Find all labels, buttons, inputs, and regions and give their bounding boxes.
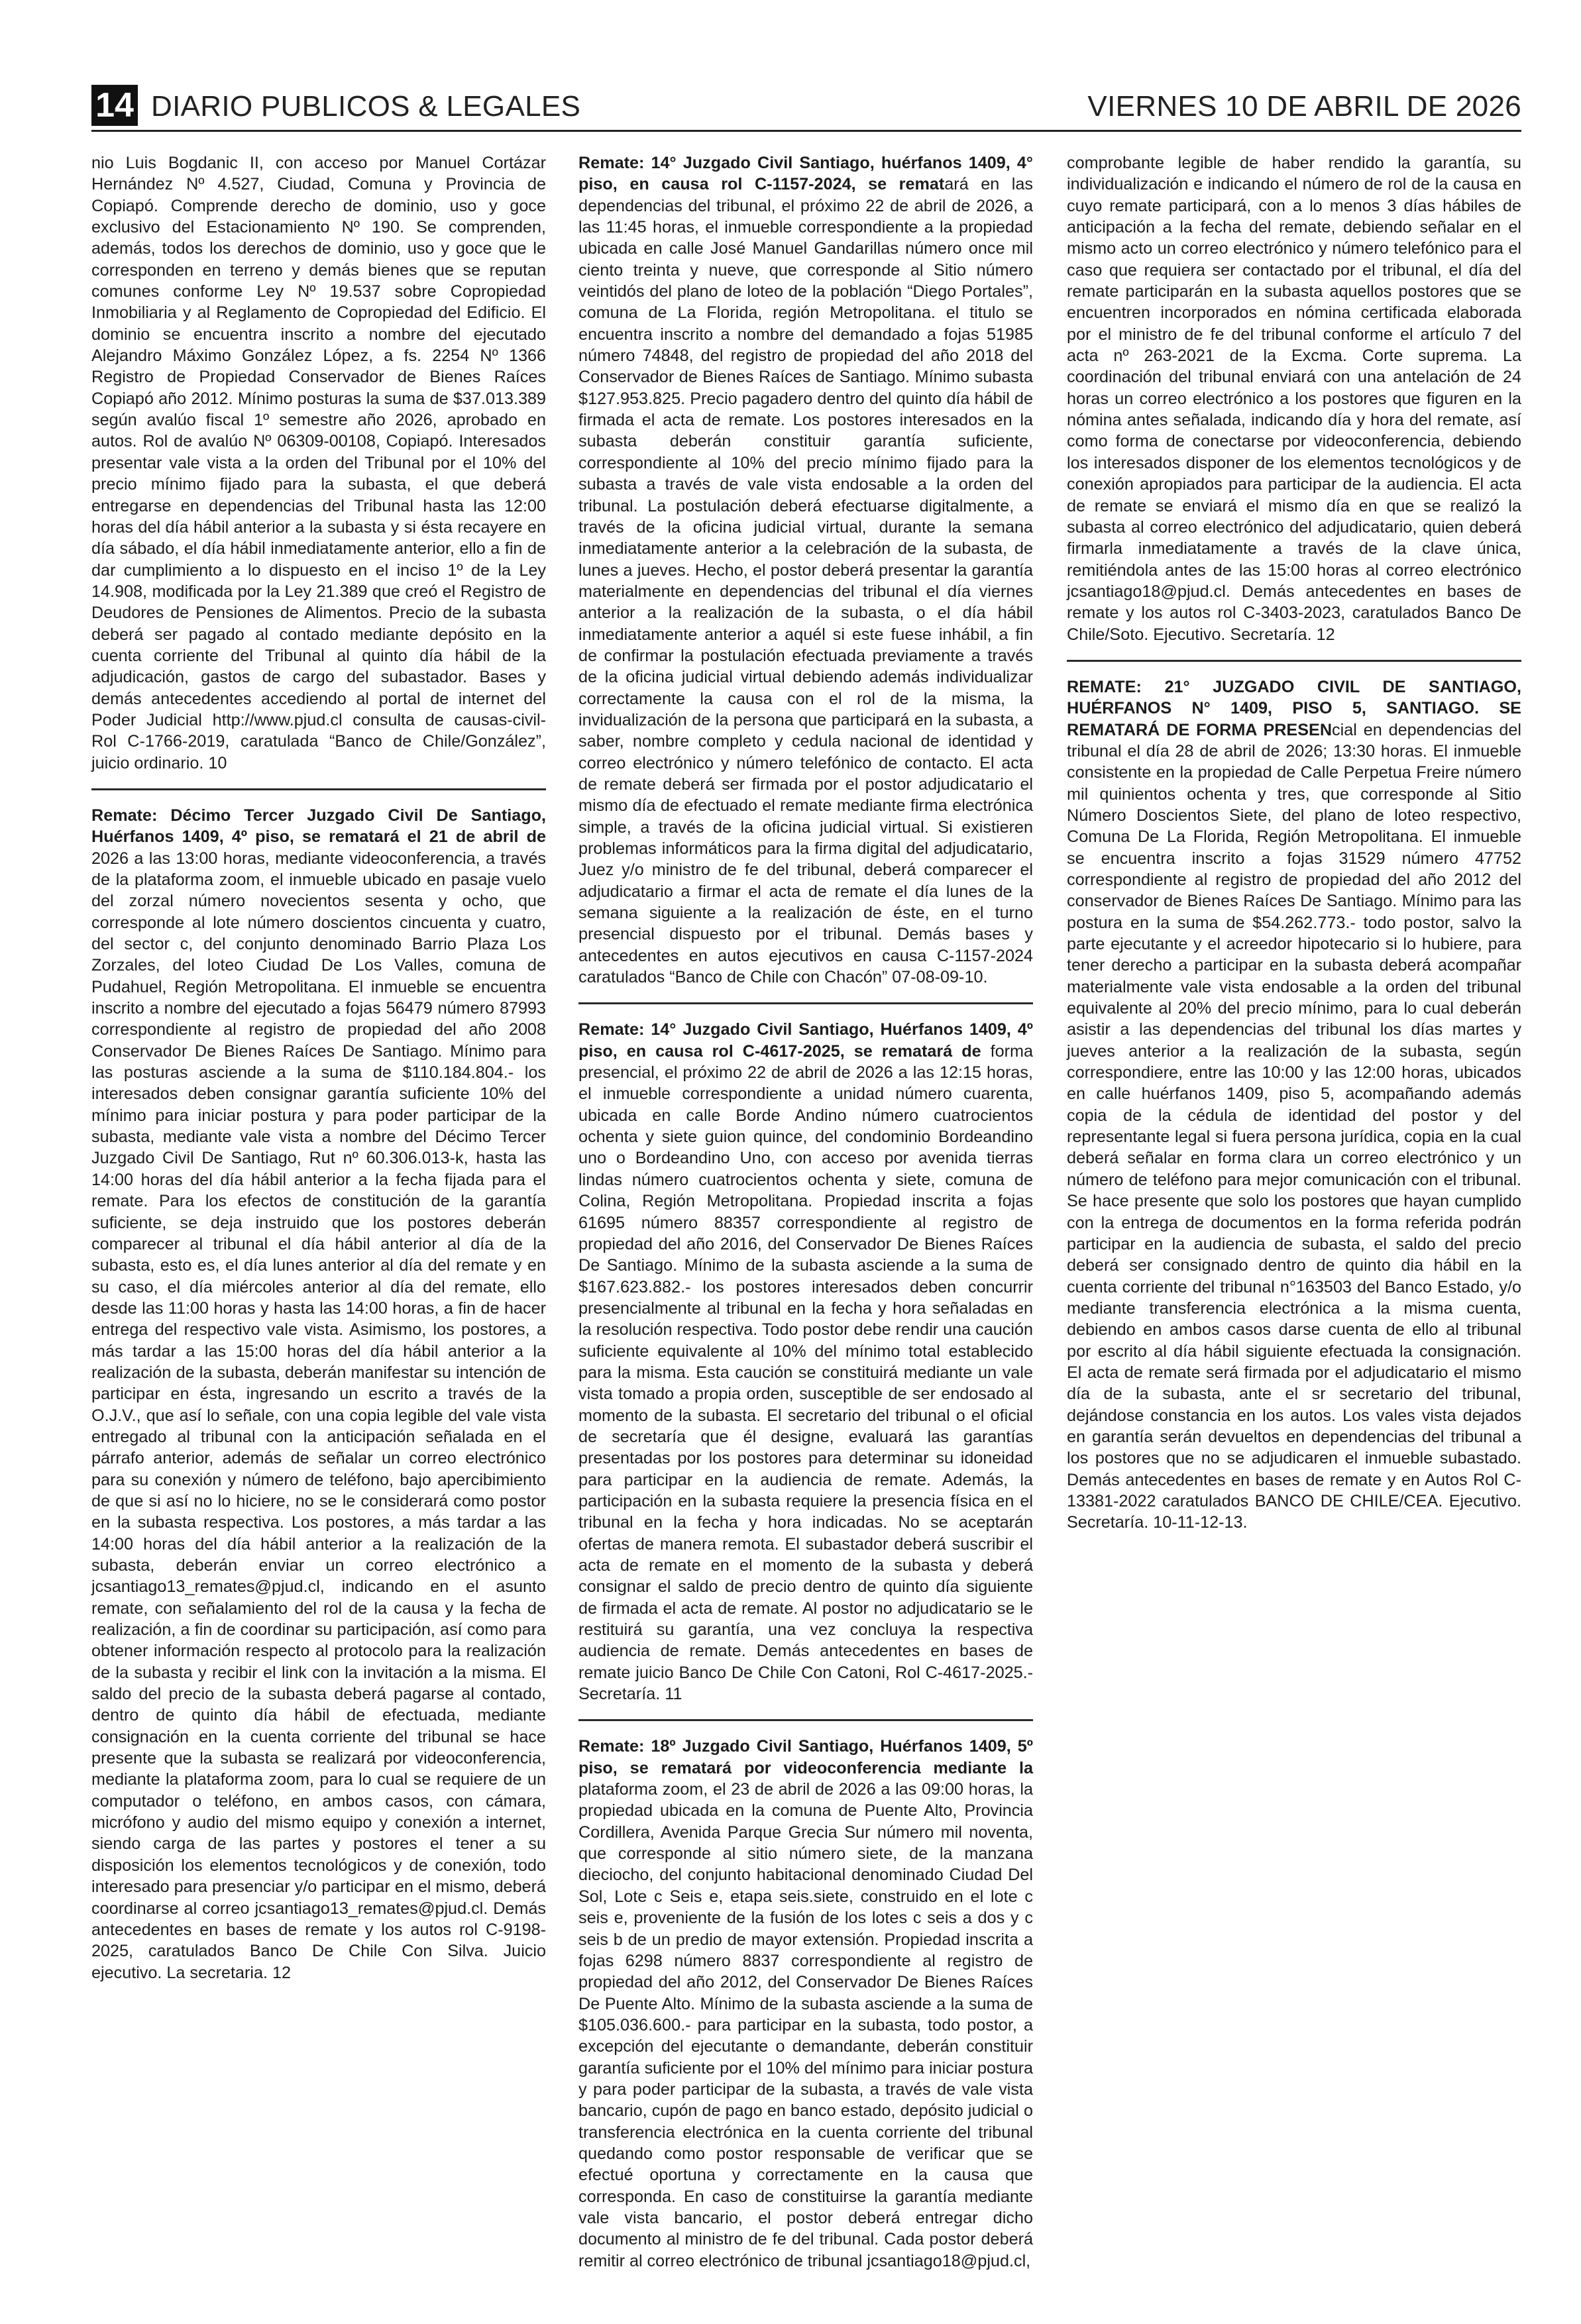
legal-notice (1067, 152, 1521, 645)
notice-text (578, 1736, 1033, 2272)
page-number: 14 (91, 85, 138, 126)
notice-continuation: comprobante legible de haber rendido la garantía, su individualización e indicando el número de rol de la causa en cuyo remate participará, con a lo menos 3 días hábiles de anticipación a la fecha del remate, debiendo señalar en el mismo acto un correo electrónico y número telefónico para el caso que requiera ser contactado por el tribunal, el día del remate participarán en la subasta aquellos postores que se encuentren incorporados en nómina certificada elaborada por el ministro de fe del tribunal conforme el artículo 7 del acta nº 263-2021 de la Excma. Corte suprema. La coordinación del tribunal enviará con una antelación de 24 horas un correo electrónico a los postores que figuren en la nómina antes señalada, indicando día y hora del remate, así como forma de conectarse por videoconferencia, debiendo los interesados disponer de los elementos tecnológicos y de conexión apropiados para participar de la audiencia. El acta de remate se enviará el mismo día en que se realizó la subasta al correo electrónico del adjudicatario, quien deberá firmarla inmediatamente a través de la clave única, remitiéndola antes de las 15:00 horas al correo electrónico jcsantiago18@pjud.cl. Demás antecedentes en bases de remate y los autos rol C-3403-2023, caratulados Banco De Chile/Soto. Ejecutivo. Secretaría. 12 (1067, 154, 1521, 644)
legal-notice (578, 1002, 1033, 1705)
notice-heading: REMATE: 21° JUZGADO CIVIL DE SANTIAGO, HUÉRFANOS N° 1409, PISO 5, SANTIAGO. SE REMATARÁ DE FORMA PRESEN (1067, 677, 1521, 739)
column-3 (1067, 152, 1521, 1534)
legal-notice (91, 152, 546, 774)
notice-text (1067, 676, 1521, 1534)
notice-heading: Remate: 18º Juzgado Civil Santiago, Huérfanos 1409, 5º piso, se rematará por videoconferencia mediante la (578, 1737, 1033, 1777)
notice-text (91, 805, 546, 1983)
notice-body: forma presencial, el próximo 22 de abril de 2026 a las 12:15 horas, el inmueble correspondiente a unidad número cuarenta, ubicada en calle Borde Andino número cuatrocientos ochenta y siete guion quince, del condominio Bordeandino uno o Bordeandino Uno, con acceso por avenida tierras lindas número cuatrocientos ochenta y siete, comuna de Colina, Región Metropolitana. Propiedad inscrita a fojas 61695 número 88357 correspondiente al registro de propiedad del año 2016, del Conservador De Bienes Raíces De Santiago. Mínimo de la subasta asciende a la suma de $167.623.882.- los postores interesados deben concurrir presencialmente al tribunal en la fecha y hora señaladas en la resolución respectiva. Todo postor debe rendir una caución suficiente equivalente al 10% del mínimo total establecido para la misma. Esta caución se constituirá mediante un vale vista tomado a propia orden, susceptible de ser endosado al momento de la subasta. El secretario del tribunal o el oficial de secretaría que él designe, evaluará las garantías presentadas por los postores para determinar su idoneidad para participar en la audiencia de remate. Además, la participación en la subasta requiere la presencia física en el tribunal en la fecha y hora indicadas. No se aceptarán ofertas de manera remota. El subastador deberá suscribir el acta de remate en el momento de la subasta y deberá consignar el saldo de precio dentro de quinto día siguiente de firmada el acta de remate. Al postor no adjudicatario se le restituirá su garantía, una vez concluya la respectiva audiencia de remate. Demás antecedentes en bases de remate juicio Banco De Chile Con Catoni, Rol C-4617-2025.- Secretaría. 11 (578, 1041, 1033, 1704)
notice-body: plataforma zoom, el 23 de abril de 2026 a las 09:00 horas, la propiedad ubicada en la comuna de Puente Alto, Provincia Cordillera, Avenida Parque Grecia Sur número mil noventa, que corresponde al sitio número siete, de la manzana dieciocho, del conjunto habitacional denominado Ciudad Del Sol, Lote c Seis e, etapa seis.siete, construido en el lote c seis e, proveniente de la fusión de los lotes c seis a dos y c seis b de un predio de mayor extensión. Propiedad inscrita a fojas 6298 número 8837 correspondiente al registro de propiedad del año 2012, del Conservador De Bienes Raíces De Puente Alto. Mínimo de la subasta asciende a la suma de $105.036.600.- para participar en la subasta, todo postor, a excepción del ejecutante o demandante, deberán constituir garantía suficiente por el 10% del mínimo para iniciar postura y para poder participar de la subasta, a través de vale vista bancario, cupón de pago en banco estado, depósito judicial o transferencia electrónica en la cuenta corriente del tribunal quedando como postor responsable de verificar que se efectué oportuna y correctamente en la causa que corresponda. En caso de constituirse la garantía mediante vale vista bancario, el postor deberá entregar dicho documento al ministro de fe del tribunal. Cada postor deberá remitir al correo electrónico de tribunal jcsantiago18@pjud.cl, (578, 1780, 1033, 2270)
notice-heading: Remate: 14° Juzgado Civil Santiago, huérfanos 1409, 4° piso, en causa rol C-1157-2024, se remat (578, 154, 1033, 194)
notice-body: 2026 a las 13:00 horas, mediante videoconferencia, a través de la plataforma zoom, el inmueble ubicado en pasaje vuelo del zorzal número novecientos sesenta y ocho, que corresponde al lote número doscientos cincuenta y cuatro, del sector c, del conjunto denominado Barrio Plaza Los Zorzales, del loteo Ciudad De Los Valles, comuna de Pudahuel, Región Metropolitana. El inmueble se encuentra inscrito a nombre del ejecutado a fojas 56479 número 87993 correspondiente al registro de propiedad del año 2008 Conservador De Bienes Raíces De Santiago. Mínimo para las posturas asciende a la suma de $110.184.804.- los interesados deben consignar garantía suficiente 10% del mínimo para iniciar postura y para poder participar de la subasta, mediante vale vista a nombre del Décimo Tercer Juzgado Civil De Santiago, Rut nº 60.306.013-k, hasta las 14:00 horas del día hábil anterior a la fecha fijada para el remate. Para los efectos de constitución de la garantía suficiente, se deja instruido que los postores deberán comparecer al tribunal el día hábil anterior al día de la subasta, esto es, el día lunes anterior al día del remate y en su caso, el día miércoles anterior al día del remate, ello desde las 11:00 horas y hasta las 14:00 horas, a fin de hacer entrega del respectivo vale vista. Asimismo, los postores, a más tardar a las 15:00 horas del día hábil anterior a la realización de la subasta, deberán manifestar su intención de participar en ésta, ingresando un escrito a través de la O.J.V., que así lo señale, con una copia legible del vale vista entregado al tribunal con la anticipación señalada en el párrafo anterior, además de señalar un correo electrónico para su conexión y número de teléfono, bajo apercibimiento de que si así no lo hiciere, no se le considerará como postor en la subasta respectiva. Los postores, a más tardar a las 14:00 horas del día hábil anterior a la realización de la subasta, deberán enviar un correo electrónico a jcsantiago13_remates@pjud.cl, indicando en el asunto remate, con señalamiento del rol de la causa y la fecha de realización, a fin de coordinar su participación, así como para obtener información respecto al protocolo para la realización de la subasta y recibir el link con la invitación a la misma. El saldo del precio de la subasta deberá pagarse al contado, dentro de quinto día hábil de efectuada, mediante consignación en la cuenta corriente del tribunal se hace presente que la subasta se realizará por videoconferencia, mediante la plataforma zoom, para lo cual se requiere de un computador o teléfono, en ambos casos, con cámara, micrófono y audio del mismo equipo y conexión a internet, siendo carga de las partes y postores el tener a su disposición los elementos tecnológicos y de conexión, todo interesado para presenciar y/o participar en el mismo, deberá coordinarse al correo jcsantiago13_remates@pjud.cl. Demás antecedentes en bases de remate y los autos rol C-9198-2025, caratulados Banco De Chile Con Silva. Juicio ejecutivo. La secretaria. 12 (91, 849, 547, 1982)
notice-body: nio Luis Bogdanic II, con acceso por Manuel Cortázar Hernández Nº 4.527, Ciudad, Comuna y Provincia de Copiapó. Comprende derecho de dominio, uso y goce exclusivo del Estacionamiento Nº 190. Se comprenden, además, todos los derechos de dominio, uso y goce que le corresponden en terreno y demás bienes que se reputan comunes conforme Ley Nº 19.537 sobre Copropiedad Inmobiliaria y al Reglamento de Copropiedad del Edificio. El dominio se encuentra inscrito a nombre del ejecutado Alejandro Máximo González López, a fs. 2254 Nº 1366 Registro de Propiedad Conservador de Bienes Raíces Copiapó año 2012. Mínimo posturas la suma de $37.013.389 según avalúo fiscal 1º semestre año 2026, aprobado en autos. Rol de avalúo Nº 06309-00108, Copiapó. Interesados presentar vale vista a la orden del Tribunal por el 10% del precio mínimo fijado para la subasta, el que deberá entregarse en dependencias del Tribunal hasta las 12:00 horas del día hábil anterior a la subasta y si ésta recayere en día sábado, el día hábil inmediatamente anterior, ello a fin de dar cumplimiento a lo dispuesto en el inciso 1º de la Ley 14.908, modificada por la Ley 21.389 que creó el Registro de Deudores de Pensiones de Alimentos. Precio de la subasta deberá ser pagado al contado mediante depósito en la cuenta corriente del Tribunal al quinto día hábil de la adjudicación, gastos de cargo del subastador. Bases y demás antecedentes accediendo al portal de internet del Poder Judicial http://www.pjud.cl consulta de causas-civil- Rol C-1766-2019, caratulada “Banco de Chile/González”, juicio ordinario. 10 (91, 154, 546, 772)
notice-heading: Remate: 14° Juzgado Civil Santiago, Huérfanos 1409, 4º piso, en causa rol C-4617-2025, se rematará de (578, 1020, 1033, 1061)
legal-notice (578, 1719, 1033, 2272)
legal-notice (578, 152, 1033, 988)
legal-notice (1067, 660, 1521, 1534)
notice-body: cial en dependencias del tribunal el día 28 de abril de 2026; 13:30 horas. El inmueble consistente en la propiedad de Calle Perpetua Freire número mil quinientos ochenta y tres, que corresponde al Sitio Número Doscientos Siete, del plano de loteo respectivo, Comuna De La Florida, Región Metropolitana. El inmueble se encuentra inscrito a fojas 31529 número 47752 correspondiente al registro de propiedad del año 2012 del conservador de Bienes Raíces De Santiago. Mínimo para las postura en la suma de $54.262.773.- todo postor, salvo la parte ejecutante y el acreedor hipotecario si lo hubiere, para tener derecho a participar en la subasta deberá acompañar materialmente vale vista endosable a la orden del tribunal equivalente al 20% del precio mínimo, para lo cual deberán asistir a las dependencias del tribunal los días martes y jueves anterior a la realización de la subasta, según correspondiere, entre las 10:00 y las 12:00 horas, ubicados en calle huérfanos 1409, piso 5, acompañando además copia de la cédula de identidad del postor y del representante legal si fuera persona jurídica, copia en la cual deberá señalar en forma clara un correo electrónico y un número de teléfono para mejor comunicación con el tribunal. Se hace presente que solo los postores que hayan cumplido con la entrega de documentos en la forma referida podrán participar en la audiencia de subasta, el saldo del precio deberá ser consignado dentro de quinto dia hábil en la cuenta corriente del tribunal n°163503 del Banco Estado, y/o mediante transferencia electrónica a la misma cuenta, debiendo en ambos casos darse cuenta de ello al tribunal por escrito al día hábil siguiente efectuada la consignación. El acta de remate será firmada por el adjudicatario el mismo día de la subasta, ante el sr secretario del tribunal, dejándose constancia en los autos. Los vales vista dejados en garantía serán devueltos en dependencias del tribunal a los postores que no se adjudicaren el inmueble subastado. Demás antecedentes en bases de remate y en Autos Rol C-13381-2022 caratulados BANCO DE CHILE/CEA. Ejecutivo. Secretaría. 10-11-12-13. (1067, 720, 1521, 1532)
notice-text (578, 1019, 1033, 1705)
legal-notice (91, 788, 546, 1983)
column-2 (578, 152, 1033, 2272)
notice-text (578, 152, 1033, 988)
page-header (91, 85, 1521, 126)
column-1 (91, 152, 546, 1983)
notice-divider (578, 1719, 1033, 1721)
header-rule (91, 130, 1521, 132)
notice-divider (91, 788, 546, 790)
publication-title: DIARIO PUBLICOS & LEGALES (151, 90, 581, 123)
issue-date: VIERNES 10 DE ABRIL DE 2026 (1087, 90, 1521, 123)
notice-text (91, 152, 546, 774)
notice-divider (1067, 660, 1521, 662)
notice-divider (578, 1002, 1033, 1004)
notice-heading: Remate: Décimo Tercer Juzgado Civil De Santiago, Huérfanos 1409, 4º piso, se rematará el 21 de abril de (91, 806, 546, 847)
notice-body: ará en las dependencias del tribunal, el próximo 22 de abril de 2026, a las 11:45 horas, el inmueble correspondiente a la propiedad ubicada en calle José Manuel Gandarillas número once mil ciento treinta y nueve, que corresponde al Sitio número veintidós del plano de loteo de la población “Diego Portales”, comuna de La Florida, región Metropolitana. el titulo se encuentra inscrito a nombre del demandado a fojas 51985 número 74848, del registro de propiedad del año 2018 del Conservador de Bienes Raíces de Santiago. Mínimo subasta $127.953.825. Precio pagadero dentro del quinto día hábil de firmada el acta de remate. Los postores interesados en la subasta deberán constituir garantía suficiente, correspondiente al 10% del precio mínimo fijado para la subasta a través de vale vista endosable a la orden del tribunal. La postulación deberá efectuarse digitalmente, a través de la oficina judicial virtual, durante la semana inmediatamente anterior a la celebración de la subasta, de lunes a jueves. Hecho, el postor deberá presentar la garantía materialmente en dependencias del tribunal el día viernes anterior a la realización de la subasta, o el día hábil inmediatamente anterior a aquél si este fuese inhábil, a fin de confirmar la postulación efectuada previamente a través de la oficina judicial virtual debiendo además individualizar correctamente la causa con el rol de la misma, la invidualización de la persona que participará en la subasta, a saber, nombre completo y cedula nacional de identidad y correo electrónico y número telefónico de contacto. El acta de remate deberá ser firmada por el postor adjudicatario el mismo día de efectuado el remate mediante firma electrónica simple, a través de la oficina judicial virtual. Si existieren problemas informáticos para la firma digital del adjudicatario, Juez y/o ministro de fe del tribunal, deberá comparecer el adjudicatario a firmar el acta de remate el día lunes de la semana siguiente a la realización de éste, en el turno presencial dispuesto por el tribunal. Demás bases y antecedentes en autos ejecutivos en causa C-1157-2024 caratulados “Banco de Chile con Chacón” 07-08-09-10. (578, 175, 1034, 987)
